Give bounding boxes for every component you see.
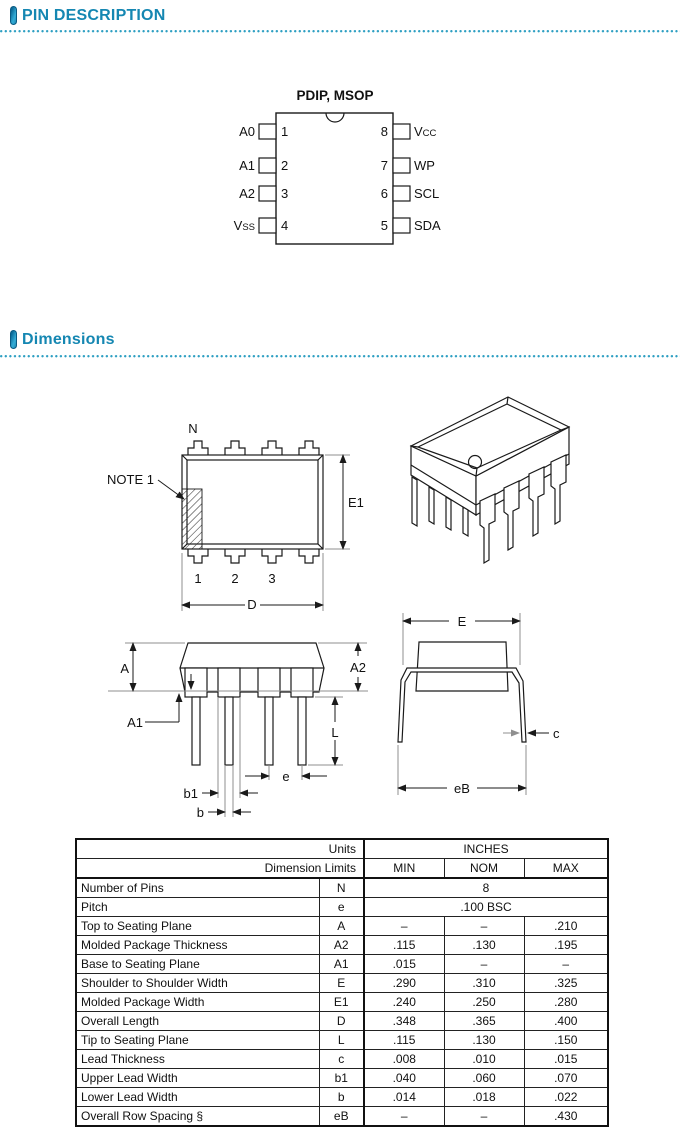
pin-number: 1 <box>281 124 289 139</box>
dim-label-a: A <box>120 661 129 676</box>
row-symbol: E <box>319 974 364 993</box>
pin-number: 2 <box>281 158 289 173</box>
pin-label-a1: A1 <box>239 158 255 173</box>
left-pin-pads <box>259 124 276 233</box>
table-row <box>76 1012 608 1031</box>
units-value: INCHES <box>364 839 608 859</box>
end-view-drawing <box>395 603 610 803</box>
label-note1: NOTE 1 <box>107 472 154 487</box>
package-body-outline <box>182 455 323 549</box>
dim-c <box>503 726 560 741</box>
dimensions-table <box>75 838 609 1127</box>
row-min: .015 <box>364 955 444 974</box>
pin-number: 8 <box>380 124 388 139</box>
section-title: PIN DESCRIPTION <box>22 6 166 24</box>
row-nom: .365 <box>444 1012 524 1031</box>
dim-label-l: L <box>331 725 339 740</box>
table-row <box>76 1088 608 1107</box>
row-symbol: E1 <box>319 993 364 1012</box>
row-name: Lead Thickness <box>76 1050 319 1069</box>
dim-label-b1: b1 <box>183 786 198 801</box>
dim-label-a1: A1 <box>127 715 143 730</box>
row-max: .070 <box>524 1069 608 1088</box>
pin-number: 3 <box>281 186 289 201</box>
dim-e1 <box>325 455 364 549</box>
bottom-pin-numbers <box>194 571 275 586</box>
row-max: .195 <box>524 936 608 955</box>
dim-l <box>308 697 343 765</box>
row-nom: .010 <box>444 1050 524 1069</box>
col-header-nom: NOM <box>444 859 524 879</box>
pin-number: 7 <box>380 158 388 173</box>
row-name: Molded Package Width <box>76 993 319 1012</box>
section-header-dimensions <box>10 329 115 350</box>
side-view-drawing <box>105 630 375 825</box>
dim-label-a2: A2 <box>350 660 366 675</box>
row-min: – <box>364 917 444 936</box>
row-symbol: b <box>319 1088 364 1107</box>
row-max: .022 <box>524 1088 608 1107</box>
row-name: Shoulder to Shoulder Width <box>76 974 319 993</box>
row-name: Number of Pins <box>76 878 319 898</box>
row-name: Upper Lead Width <box>76 1069 319 1088</box>
table-row <box>76 1031 608 1050</box>
row-max: .015 <box>524 1050 608 1069</box>
dim-eb <box>398 745 526 796</box>
pin1-index-hatch <box>182 489 202 549</box>
row-min: – <box>364 1107 444 1127</box>
pin-diagram <box>220 85 465 255</box>
row-name: Overall Length <box>76 1012 319 1031</box>
row-symbol: eB <box>319 1107 364 1127</box>
row-min: .008 <box>364 1050 444 1069</box>
dim-label-d: D <box>247 597 257 612</box>
row-nom: .018 <box>444 1088 524 1107</box>
section-bar-icon <box>10 330 17 349</box>
row-max: .210 <box>524 917 608 936</box>
row-min: .040 <box>364 1069 444 1088</box>
dim-e-width <box>403 613 520 665</box>
package-3d <box>411 397 569 563</box>
table-row <box>76 1050 608 1069</box>
dim-d <box>182 553 323 612</box>
section-header-pin-description <box>10 5 165 26</box>
top-view-drawing <box>100 393 365 623</box>
row-max: .325 <box>524 974 608 993</box>
row-symbol: c <box>319 1050 364 1069</box>
row-symbol: b1 <box>319 1069 364 1088</box>
section-title: Dimensions <box>22 330 115 348</box>
table-row <box>76 974 608 993</box>
units-label: Units <box>76 839 364 859</box>
row-nom: .250 <box>444 993 524 1012</box>
row-name: Overall Row Spacing § <box>76 1107 319 1127</box>
row-symbol: L <box>319 1031 364 1050</box>
row-min: .014 <box>364 1088 444 1107</box>
row-symbol: D <box>319 1012 364 1031</box>
row-symbol: A2 <box>319 936 364 955</box>
pin-number: 4 <box>281 218 289 233</box>
row-value: 8 <box>364 878 608 898</box>
row-value: .100 BSC <box>364 898 608 917</box>
dim-label-b: b <box>196 805 204 820</box>
table-row <box>76 993 608 1012</box>
dim-label-eb: eB <box>454 781 470 796</box>
table-row <box>76 955 608 974</box>
row-min: .348 <box>364 1012 444 1031</box>
pin-label-a0: A0 <box>239 124 255 139</box>
pin-label-vss: VSS <box>233 218 255 233</box>
row-max: .400 <box>524 1012 608 1031</box>
label-pin-count-n: N <box>188 421 198 436</box>
row-nom: – <box>444 955 524 974</box>
pin-number: 6 <box>380 186 388 201</box>
pin-number: 5 <box>380 218 388 233</box>
col-header-min: MIN <box>364 859 444 879</box>
table-row <box>76 878 608 898</box>
row-symbol: N <box>319 878 364 898</box>
dim-a <box>120 643 185 691</box>
dim-e <box>245 765 327 784</box>
row-max: .280 <box>524 993 608 1012</box>
row-symbol: A1 <box>319 955 364 974</box>
table-row <box>76 917 608 936</box>
row-name: Lower Lead Width <box>76 1088 319 1107</box>
pin-number: 3 <box>268 571 276 586</box>
col-header-max: MAX <box>524 859 608 879</box>
table-row <box>76 1107 608 1127</box>
pin-number: 1 <box>194 571 202 586</box>
row-name: Top to Seating Plane <box>76 917 319 936</box>
row-max: .150 <box>524 1031 608 1050</box>
row-name: Molded Package Thickness <box>76 936 319 955</box>
row-nom: – <box>444 917 524 936</box>
table-row <box>76 936 608 955</box>
pin-diagram-title: PDIP, MSOP <box>296 88 374 103</box>
row-name: Pitch <box>76 898 319 917</box>
row-symbol: A <box>319 917 364 936</box>
row-nom: – <box>444 1107 524 1127</box>
pin-label-sda: SDA <box>414 218 441 233</box>
section-bar-icon <box>10 6 17 25</box>
pin-label-wp: WP <box>414 158 435 173</box>
table-row <box>76 898 608 917</box>
row-nom: .060 <box>444 1069 524 1088</box>
package-end-body <box>416 642 508 691</box>
row-max: .430 <box>524 1107 608 1127</box>
row-name: Base to Seating Plane <box>76 955 319 974</box>
row-max: – <box>524 955 608 974</box>
pin-label-scl: SCL <box>414 186 440 201</box>
pin-label-vcc: VCC <box>414 124 437 139</box>
table-row <box>76 1069 608 1088</box>
row-min: .240 <box>364 993 444 1012</box>
dotted-rule <box>0 30 680 33</box>
row-min: .115 <box>364 936 444 955</box>
dim-a1 <box>127 674 191 730</box>
dim-label-e1: E1 <box>348 495 364 510</box>
row-nom: .130 <box>444 1031 524 1050</box>
row-nom: .130 <box>444 936 524 955</box>
right-pin-pads <box>393 124 410 233</box>
dim-label-e: e <box>282 769 290 784</box>
limits-label: Dimension Limits <box>76 859 364 879</box>
row-symbol: e <box>319 898 364 917</box>
dim-label-c: c <box>553 726 560 741</box>
table-row-units <box>76 839 608 859</box>
pin-number: 2 <box>231 571 239 586</box>
isometric-view-drawing <box>398 393 613 593</box>
table-row-limits <box>76 859 608 879</box>
pin-label-a2: A2 <box>239 186 255 201</box>
row-min: .115 <box>364 1031 444 1050</box>
row-nom: .310 <box>444 974 524 993</box>
chip-body <box>276 113 393 244</box>
dim-label-e-width: E <box>457 614 467 629</box>
dotted-rule <box>0 355 680 358</box>
row-name: Tip to Seating Plane <box>76 1031 319 1050</box>
note1-leader <box>158 480 184 499</box>
row-min: .290 <box>364 974 444 993</box>
dim-a2 <box>318 643 367 691</box>
